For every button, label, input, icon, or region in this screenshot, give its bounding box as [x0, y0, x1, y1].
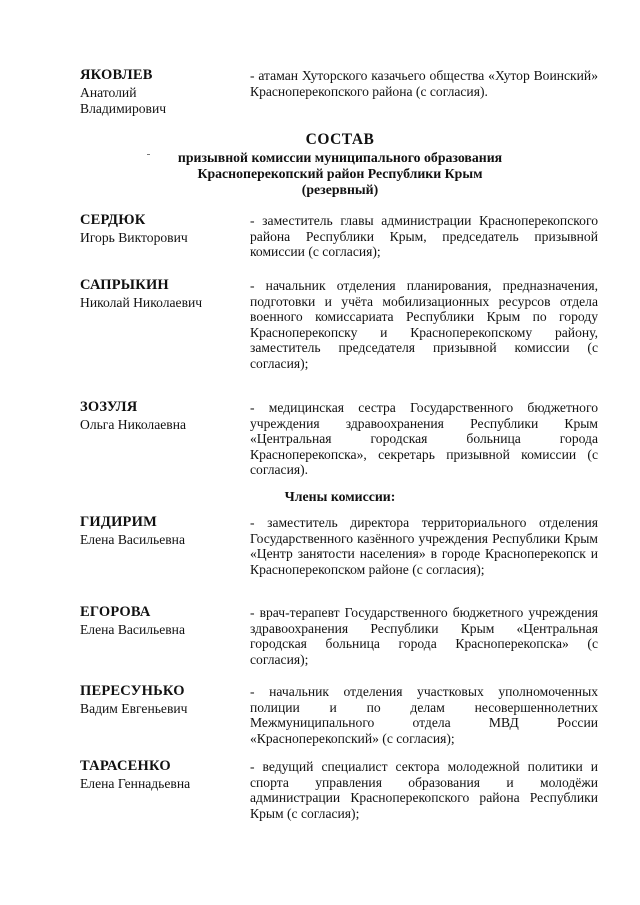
person-name: Елена Васильевна: [80, 622, 185, 637]
composition-subtitle-line3: (резервный): [301, 182, 379, 197]
person-surname: ЯКОВЛЕВ: [80, 67, 153, 83]
person-description: - медицинская сестра Государственного бюджетного учреждения здравоохранения Республики Крым «Центральная городская больница города Красноперекопска», секретарь призывной комиссии (с согласия).: [250, 400, 598, 477]
person-description: - начальник отделения участковых уполномоченных полиции и по делам несовершеннолетних Межмуниципального отдела МВД России «Красноперекопский» (с согласия);: [250, 684, 598, 746]
person-description: - ведущий специалист сектора молодежной политики и спорта управления образования и молодёжи администрации Красноперекопского района Республики Крым (с согласия);: [250, 759, 598, 821]
person-name: Вадим Евгеньевич: [80, 701, 188, 716]
members-heading: Члены комиссии:: [284, 489, 396, 504]
person-description: - врач-терапевт Государственного бюджетного учреждения здравоохранения Республики Крым «Центральная городская больница города Красноперекопска» (с согласия);: [250, 605, 598, 667]
person-name: Елена Геннадьевна: [80, 776, 191, 791]
person-description: - заместитель директора территориального отделения Государственного казённого учреждения Республики Крым «Центр занятости населения» в городе Красноперекопск и Красноперекопском районе (с согласия);: [250, 515, 598, 577]
person-name: Ольга Николаевна: [80, 417, 187, 432]
person-description: - атаман Хуторского казачьего общества «Хутор Воинский» Красноперекопского района (с согласия).: [250, 68, 598, 99]
person-name: Анатолий Владимирович: [80, 85, 167, 116]
person-surname: СЕРДЮК: [80, 212, 146, 228]
person-surname: ГИДИРИМ: [80, 514, 157, 530]
person-description: - заместитель главы администрации Красноперекопского района Республики Крым, председатель призывной комиссии (с согласия);: [250, 213, 598, 259]
composition-subtitle-line1: призывной комиссии муниципального образования: [177, 150, 503, 165]
composition-title: СОСТАВ: [305, 131, 375, 148]
person-surname: ЕГОРОВА: [80, 604, 151, 620]
person-name: Николай Николаевич: [80, 295, 203, 310]
person-surname: ПЕРЕСУНЬКО: [80, 683, 185, 699]
person-name: Игорь Викторович: [80, 230, 188, 245]
person-surname: ЗОЗУЛЯ: [80, 399, 138, 415]
person-name: Елена Васильевна: [80, 532, 185, 547]
person-description: - начальник отделения планирования, предназначения, подготовки и учёта мобилизационных ресурсов отдела военного комиссариата Республики Крым по городу Красноперекопску и Красноперекопскому району, заместитель председателя призывной комиссии (с согласия);: [250, 278, 598, 371]
composition-subtitle-line2: Красноперекопский район Республики Крым: [197, 166, 483, 181]
person-surname: САПРЫКИН: [80, 277, 169, 293]
person-surname: ТАРАСЕНКО: [80, 758, 171, 774]
